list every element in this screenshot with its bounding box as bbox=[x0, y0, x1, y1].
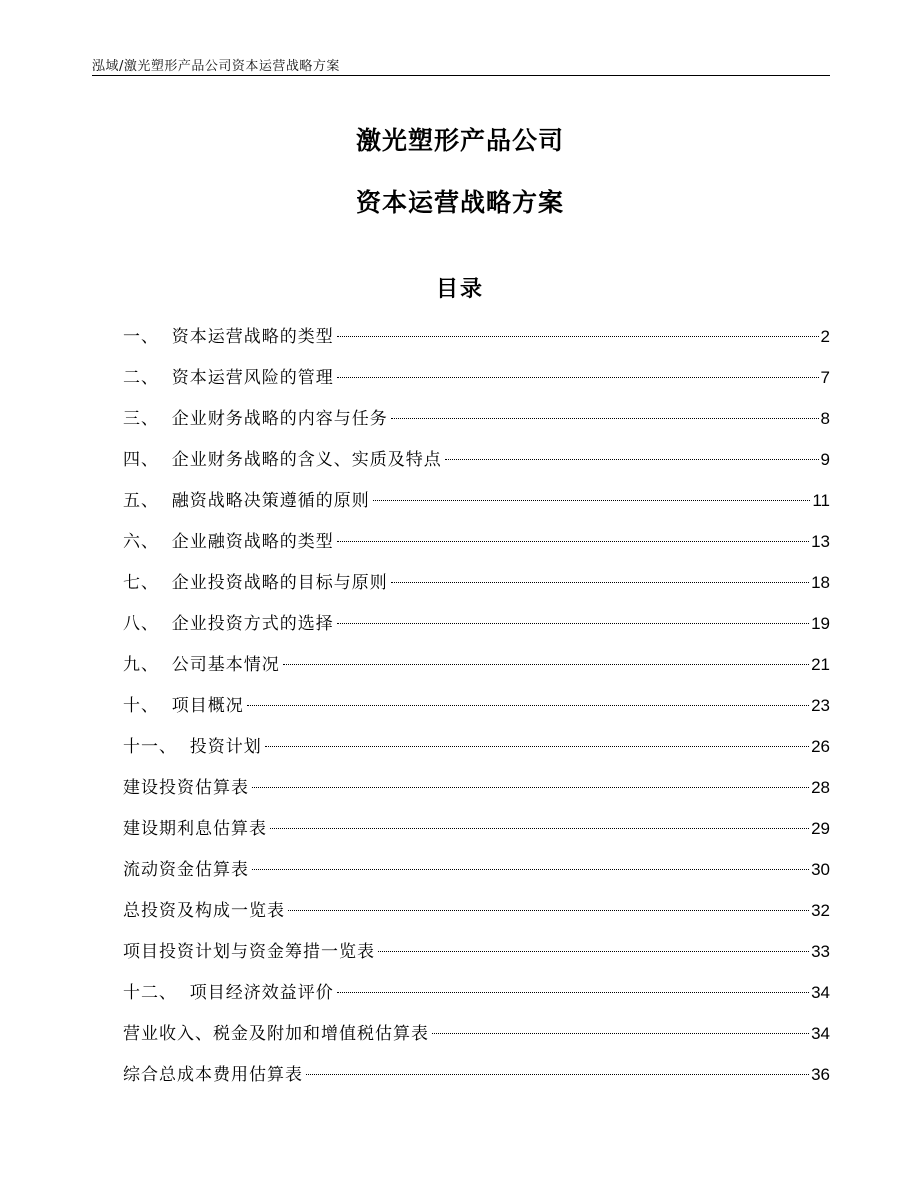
document-title-line-2: 资本运营战略方案 bbox=[355, 188, 564, 217]
toc-entry-page: 23 bbox=[811, 696, 830, 715]
toc-heading: 目录 bbox=[435, 277, 484, 302]
toc-entry-label: 十二、 项目经济效益评价 bbox=[123, 983, 334, 1003]
toc-entry-label: 四、 企业财务战略的含义、实质及特点 bbox=[123, 450, 442, 470]
toc-entry-page: 32 bbox=[811, 901, 830, 920]
toc-entry-label: 建设期利息估算表 bbox=[123, 819, 267, 839]
toc-entry-label: 一、 资本运营战略的类型 bbox=[123, 327, 334, 347]
toc-entry-label: 建设投资估算表 bbox=[123, 778, 249, 798]
toc-entry[interactable] bbox=[123, 978, 830, 1019]
toc-entry-label: 项目投资计划与资金筹措一览表 bbox=[123, 942, 375, 962]
toc-leader-dots bbox=[373, 500, 811, 501]
toc-entry-page: 30 bbox=[811, 860, 830, 879]
toc-entry[interactable] bbox=[123, 855, 830, 896]
toc-leader-dots bbox=[252, 787, 809, 788]
toc-entry-page: 18 bbox=[811, 573, 830, 592]
toc-entry-label: 总投资及构成一览表 bbox=[123, 901, 285, 921]
toc-entry-page: 36 bbox=[811, 1065, 830, 1084]
toc-entry-page: 28 bbox=[811, 778, 830, 797]
toc-entry-page: 9 bbox=[820, 450, 830, 469]
toc-entry-label: 九、 公司基本情况 bbox=[123, 655, 280, 675]
toc-entry[interactable] bbox=[123, 445, 830, 486]
toc-entry[interactable] bbox=[123, 322, 830, 363]
toc-entry[interactable] bbox=[123, 527, 830, 568]
toc-entry[interactable] bbox=[123, 773, 830, 814]
toc-entry-page: 34 bbox=[811, 1024, 830, 1043]
toc-entry-page: 8 bbox=[820, 409, 830, 428]
toc-leader-dots bbox=[252, 869, 809, 870]
toc-entry-label: 七、 企业投资战略的目标与原则 bbox=[123, 573, 388, 593]
toc-entry-label: 营业收入、税金及附加和增值税估算表 bbox=[123, 1024, 429, 1044]
toc-entry-label: 八、 企业投资方式的选择 bbox=[123, 614, 334, 634]
toc-entry-page: 7 bbox=[820, 368, 830, 387]
toc-entry[interactable] bbox=[123, 732, 830, 773]
toc-entry-page: 13 bbox=[811, 532, 830, 551]
toc-entry-label: 综合总成本费用估算表 bbox=[123, 1065, 303, 1085]
toc-leader-dots bbox=[378, 951, 809, 952]
toc-leader-dots bbox=[337, 992, 809, 993]
toc-entry-label: 三、 企业财务战略的内容与任务 bbox=[123, 409, 388, 429]
toc-leader-dots bbox=[337, 377, 819, 378]
toc-leader-dots bbox=[432, 1033, 809, 1034]
toc-entry[interactable] bbox=[123, 691, 830, 732]
toc-entry[interactable] bbox=[123, 568, 830, 609]
toc-entry[interactable] bbox=[123, 1060, 830, 1101]
toc-entry-label: 十、 项目概况 bbox=[123, 696, 244, 716]
toc-leader-dots bbox=[391, 582, 809, 583]
toc-entry[interactable] bbox=[123, 896, 830, 937]
toc-entry-page: 33 bbox=[811, 942, 830, 961]
toc-leader-dots bbox=[337, 541, 809, 542]
toc-leader-dots bbox=[265, 746, 809, 747]
toc-entry[interactable] bbox=[123, 363, 830, 404]
toc-entry[interactable] bbox=[123, 937, 830, 978]
toc-leader-dots bbox=[391, 418, 819, 419]
toc-entry[interactable] bbox=[123, 814, 830, 855]
toc-leader-dots bbox=[337, 623, 809, 624]
toc-leader-dots bbox=[445, 459, 819, 460]
toc-leader-dots bbox=[306, 1074, 809, 1075]
toc-entry-label: 二、 资本运营风险的管理 bbox=[123, 368, 334, 388]
toc-entry-label: 十一、 投资计划 bbox=[123, 737, 262, 757]
toc-leader-dots bbox=[288, 910, 809, 911]
toc-entry[interactable] bbox=[123, 486, 830, 527]
toc-entry[interactable] bbox=[123, 1019, 830, 1060]
toc-entry-label: 流动资金估算表 bbox=[123, 860, 249, 880]
toc-entry[interactable] bbox=[123, 404, 830, 445]
document-title-line-1: 激光塑形产品公司 bbox=[355, 126, 564, 155]
toc-entry-page: 2 bbox=[820, 327, 830, 346]
toc-entry[interactable] bbox=[123, 609, 830, 650]
toc-entry-label: 五、 融资战略决策遵循的原则 bbox=[123, 491, 370, 511]
toc-leader-dots bbox=[337, 336, 819, 337]
table-of-contents bbox=[123, 322, 830, 1101]
toc-entry-page: 19 bbox=[811, 614, 830, 633]
toc-leader-dots bbox=[283, 664, 809, 665]
toc-entry-page: 34 bbox=[811, 983, 830, 1002]
header-divider bbox=[92, 75, 830, 76]
toc-entry-label: 六、 企业融资战略的类型 bbox=[123, 532, 334, 552]
toc-entry-page: 11 bbox=[812, 491, 830, 510]
toc-entry-page: 21 bbox=[811, 655, 830, 674]
toc-leader-dots bbox=[270, 828, 809, 829]
toc-entry[interactable] bbox=[123, 650, 830, 691]
toc-leader-dots bbox=[247, 705, 809, 706]
toc-entry-page: 26 bbox=[811, 737, 830, 756]
toc-entry-page: 29 bbox=[811, 819, 830, 838]
running-header: 泓域/激光塑形产品公司资本运营战略方案 bbox=[92, 59, 340, 74]
